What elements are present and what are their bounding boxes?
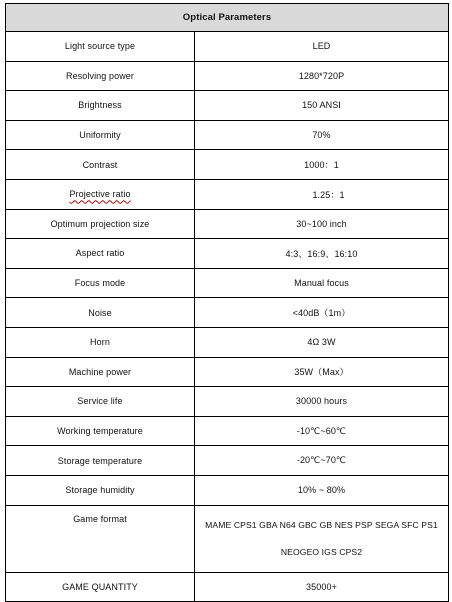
row-value-light-source-type: LED: [195, 32, 449, 62]
game-format-label-text: Game format: [73, 513, 127, 524]
row-label-horn: Horn: [6, 327, 195, 357]
row-value-aspect-ratio: 4:3、16:9、16:10: [195, 239, 449, 269]
table-row: [6, 298, 449, 328]
table-row: [6, 572, 449, 602]
table-row: [6, 209, 449, 239]
row-value-game-quantity: 35000+: [195, 572, 449, 602]
row-label-game-format: [6, 505, 195, 572]
row-label-light-source-type: Light source type: [6, 32, 195, 62]
row-label-machine-power: Machine power: [6, 357, 195, 387]
row-value-focus-mode: Manual focus: [195, 268, 449, 298]
game-format-line-2: NEOGEO IGS CPS2: [280, 547, 363, 557]
row-value-contrast: 1000：1: [195, 150, 449, 180]
row-value-working-temperature: -10℃~60℃: [195, 416, 449, 446]
table-row: [6, 239, 449, 269]
row-value-noise: <40dB（1m）: [195, 298, 449, 328]
table-title-row: [6, 4, 449, 32]
table-title: Optical Parameters: [6, 4, 449, 32]
projective-ratio-label-text: Projective ratio: [69, 189, 131, 200]
row-value-brightness: 150 ANSI: [195, 91, 449, 121]
row-value-projective-ratio: [195, 179, 449, 209]
row-value-game-format: [195, 505, 449, 572]
row-value-storage-temperature: -20℃~70℃: [195, 446, 449, 476]
table-row-game-format: [6, 505, 449, 572]
projective-ratio-value-text: 1.25：1: [312, 189, 345, 200]
optical-parameters-table: [5, 3, 449, 602]
row-value-storage-humidity: 10% ~ 80%: [195, 475, 449, 505]
row-label-aspect-ratio: Aspect ratio: [6, 239, 195, 269]
table-row: [6, 91, 449, 121]
table-row: [6, 446, 449, 476]
row-label-uniformity: Uniformity: [6, 120, 195, 150]
row-label-storage-temperature: Storage temperature: [6, 446, 195, 476]
row-label-projective-ratio: [6, 179, 195, 209]
table-row: [6, 475, 449, 505]
table-row: [6, 150, 449, 180]
table-row: [6, 32, 449, 62]
game-format-lines: [197, 520, 446, 557]
row-value-machine-power: 35W（Max）: [195, 357, 449, 387]
row-label-contrast: Contrast: [6, 150, 195, 180]
row-value-uniformity: 70%: [195, 120, 449, 150]
row-label-brightness: Brightness: [6, 91, 195, 121]
row-label-focus-mode: Focus mode: [6, 268, 195, 298]
table-row: [6, 327, 449, 357]
row-label-working-temperature: Working temperature: [6, 416, 195, 446]
row-label-service-life: Service life: [6, 387, 195, 417]
game-format-line-1: MAME CPS1 GBA N64 GBC GB NES PSP SEGA SFC PS1: [205, 520, 438, 530]
row-label-storage-humidity: Storage humidity: [6, 475, 195, 505]
row-value-resolving-power: 1280*720P: [195, 61, 449, 91]
table-row: [6, 387, 449, 417]
table-row: [6, 268, 449, 298]
row-value-service-life: 30000 hours: [195, 387, 449, 417]
table-row: [6, 61, 449, 91]
row-label-optimum-projection-size: Optimum projection size: [6, 209, 195, 239]
table-row: [6, 416, 449, 446]
row-label-resolving-power: Resolving power: [6, 61, 195, 91]
table-row: [6, 179, 449, 209]
table-row: [6, 120, 449, 150]
row-label-noise: Noise: [6, 298, 195, 328]
row-value-horn: 4Ω 3W: [195, 327, 449, 357]
row-value-optimum-projection-size: 30~100 inch: [195, 209, 449, 239]
table-row: [6, 357, 449, 387]
row-label-game-quantity: GAME QUANTITY: [6, 572, 195, 602]
